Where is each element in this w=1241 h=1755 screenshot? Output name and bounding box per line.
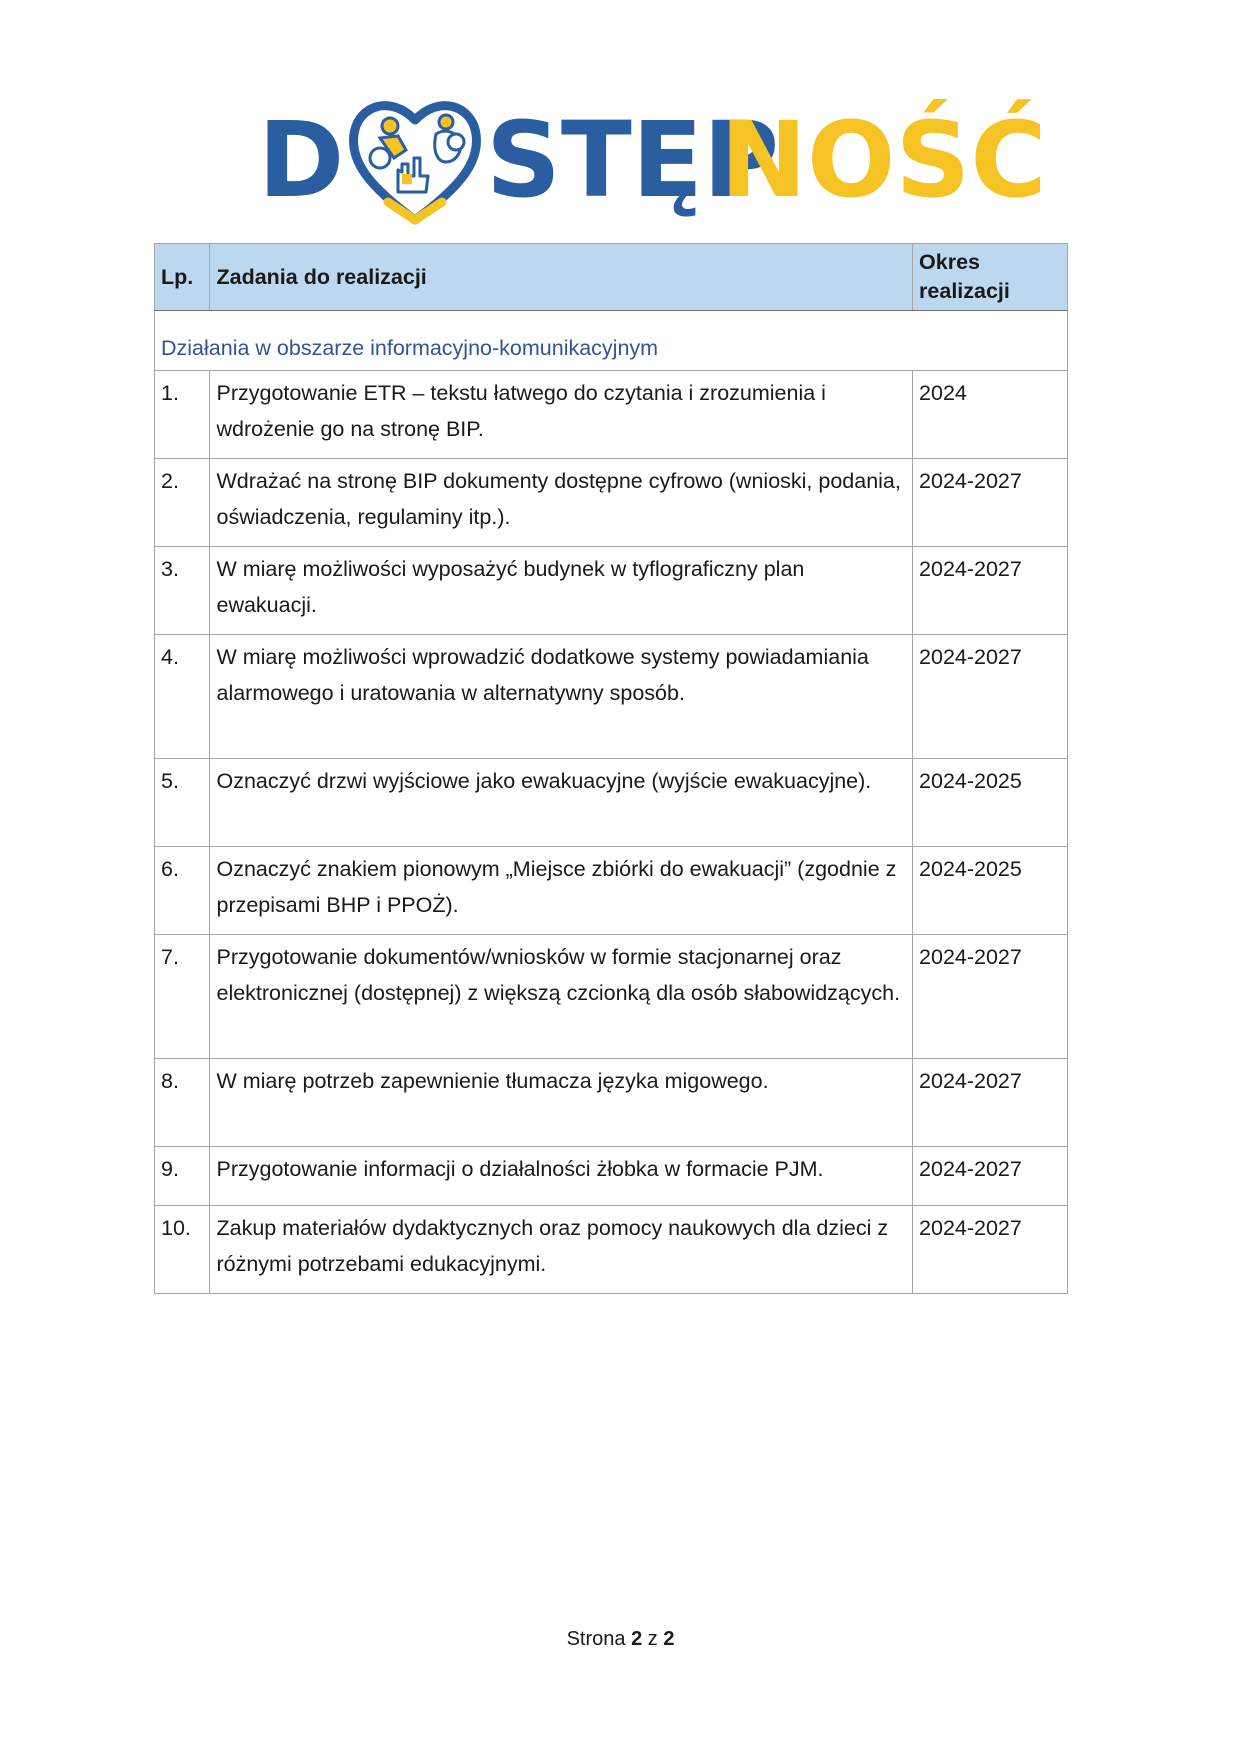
table-row	[155, 547, 1068, 635]
row-period: 2024-2027	[913, 635, 1068, 759]
row-task: Oznaczyć znakiem pionowym „Miejsce zbiórki do ewakuacji” (zgodnie z przepisami BHP i PPOŻ).	[210, 847, 913, 935]
row-period: 2024-2025	[913, 759, 1068, 847]
row-period: 2024-2027	[913, 1147, 1068, 1206]
table-row	[155, 1059, 1068, 1147]
row-task: W miarę możliwości wprowadzić dodatkowe systemy powiadamiania alarmowego i uratowania w alternatywny sposób.	[210, 635, 913, 759]
row-period: 2024	[913, 371, 1068, 459]
row-number: 5.	[155, 759, 210, 847]
row-task: W miarę potrzeb zapewnienie tłumacza języka migowego.	[210, 1059, 913, 1147]
row-period: 2024-2027	[913, 459, 1068, 547]
header-period-line2: realizacji	[919, 279, 1010, 303]
logo-text-stęp: STĘP	[486, 99, 780, 221]
row-task: Zakup materiałów dydaktycznych oraz pomocy naukowych dla dzieci z różnymi potrzebami edukacyjnymi.	[210, 1206, 913, 1294]
row-number: 7.	[155, 935, 210, 1059]
row-task: Przygotowanie informacji o działalności żłobka w formacie PJM.	[210, 1147, 913, 1206]
row-number: 4.	[155, 635, 210, 759]
row-number: 1.	[155, 371, 210, 459]
table-row	[155, 1206, 1068, 1294]
table-row	[155, 635, 1068, 759]
footer-current-page: 2	[631, 1628, 643, 1650]
header-task: Zadania do realizacji	[210, 244, 913, 311]
page-footer	[0, 1628, 1241, 1651]
row-period: 2024-2027	[913, 1059, 1068, 1147]
row-task: Przygotowanie dokumentów/wniosków w formie stacjonarnej oraz elektronicznej (dostępnej) z większą czcionką dla osób słabowidzących.	[210, 935, 913, 1059]
row-period: 2024-2027	[913, 1206, 1068, 1294]
footer-total-pages: 2	[663, 1628, 675, 1650]
header-period-line1: Okres	[919, 250, 980, 274]
section-title: Działania w obszarze informacyjno-komunikacyjnym	[155, 311, 1068, 371]
row-period: 2024-2027	[913, 547, 1068, 635]
row-number: 8.	[155, 1059, 210, 1147]
table-row	[155, 1147, 1068, 1206]
footer-separator: z	[647, 1628, 658, 1650]
table-row	[155, 935, 1068, 1059]
table-row	[155, 847, 1068, 935]
table-row	[155, 371, 1068, 459]
row-task: Wdrażać na stronę BIP dokumenty dostępne cyfrowo (wnioski, podania, oświadczenia, regulaminy itp.).	[210, 459, 913, 547]
row-period: 2024-2025	[913, 847, 1068, 935]
header-period	[913, 244, 1068, 311]
row-number: 3.	[155, 547, 210, 635]
footer-prefix: Strona	[566, 1628, 626, 1650]
row-number: 6.	[155, 847, 210, 935]
row-task: Przygotowanie ETR – tekstu łatwego do czytania i zrozumienia i wdrożenie go na stronę BIP.	[210, 371, 913, 459]
dostepnosc-logo	[258, 88, 1047, 230]
header-lp: Lp.	[155, 244, 210, 311]
section-row	[155, 311, 1068, 371]
row-number: 2.	[155, 459, 210, 547]
logo-letter-d: D	[258, 99, 345, 221]
logo-text-nośc: NOŚĆ	[720, 99, 1047, 221]
row-task: Oznaczyć drzwi wyjściowe jako ewakuacyjne (wyjście ewakuacyjne).	[210, 759, 913, 847]
row-number: 9.	[155, 1147, 210, 1206]
row-period: 2024-2027	[913, 935, 1068, 1059]
row-number: 10.	[155, 1206, 210, 1294]
heart-emblem-icon	[354, 106, 477, 220]
table-row	[155, 759, 1068, 847]
row-task: W miarę możliwości wyposażyć budynek w tyflograficzny plan ewakuacji.	[210, 547, 913, 635]
table-header-row	[155, 244, 1068, 311]
table-row	[155, 459, 1068, 547]
tasks-table	[154, 243, 1068, 1294]
